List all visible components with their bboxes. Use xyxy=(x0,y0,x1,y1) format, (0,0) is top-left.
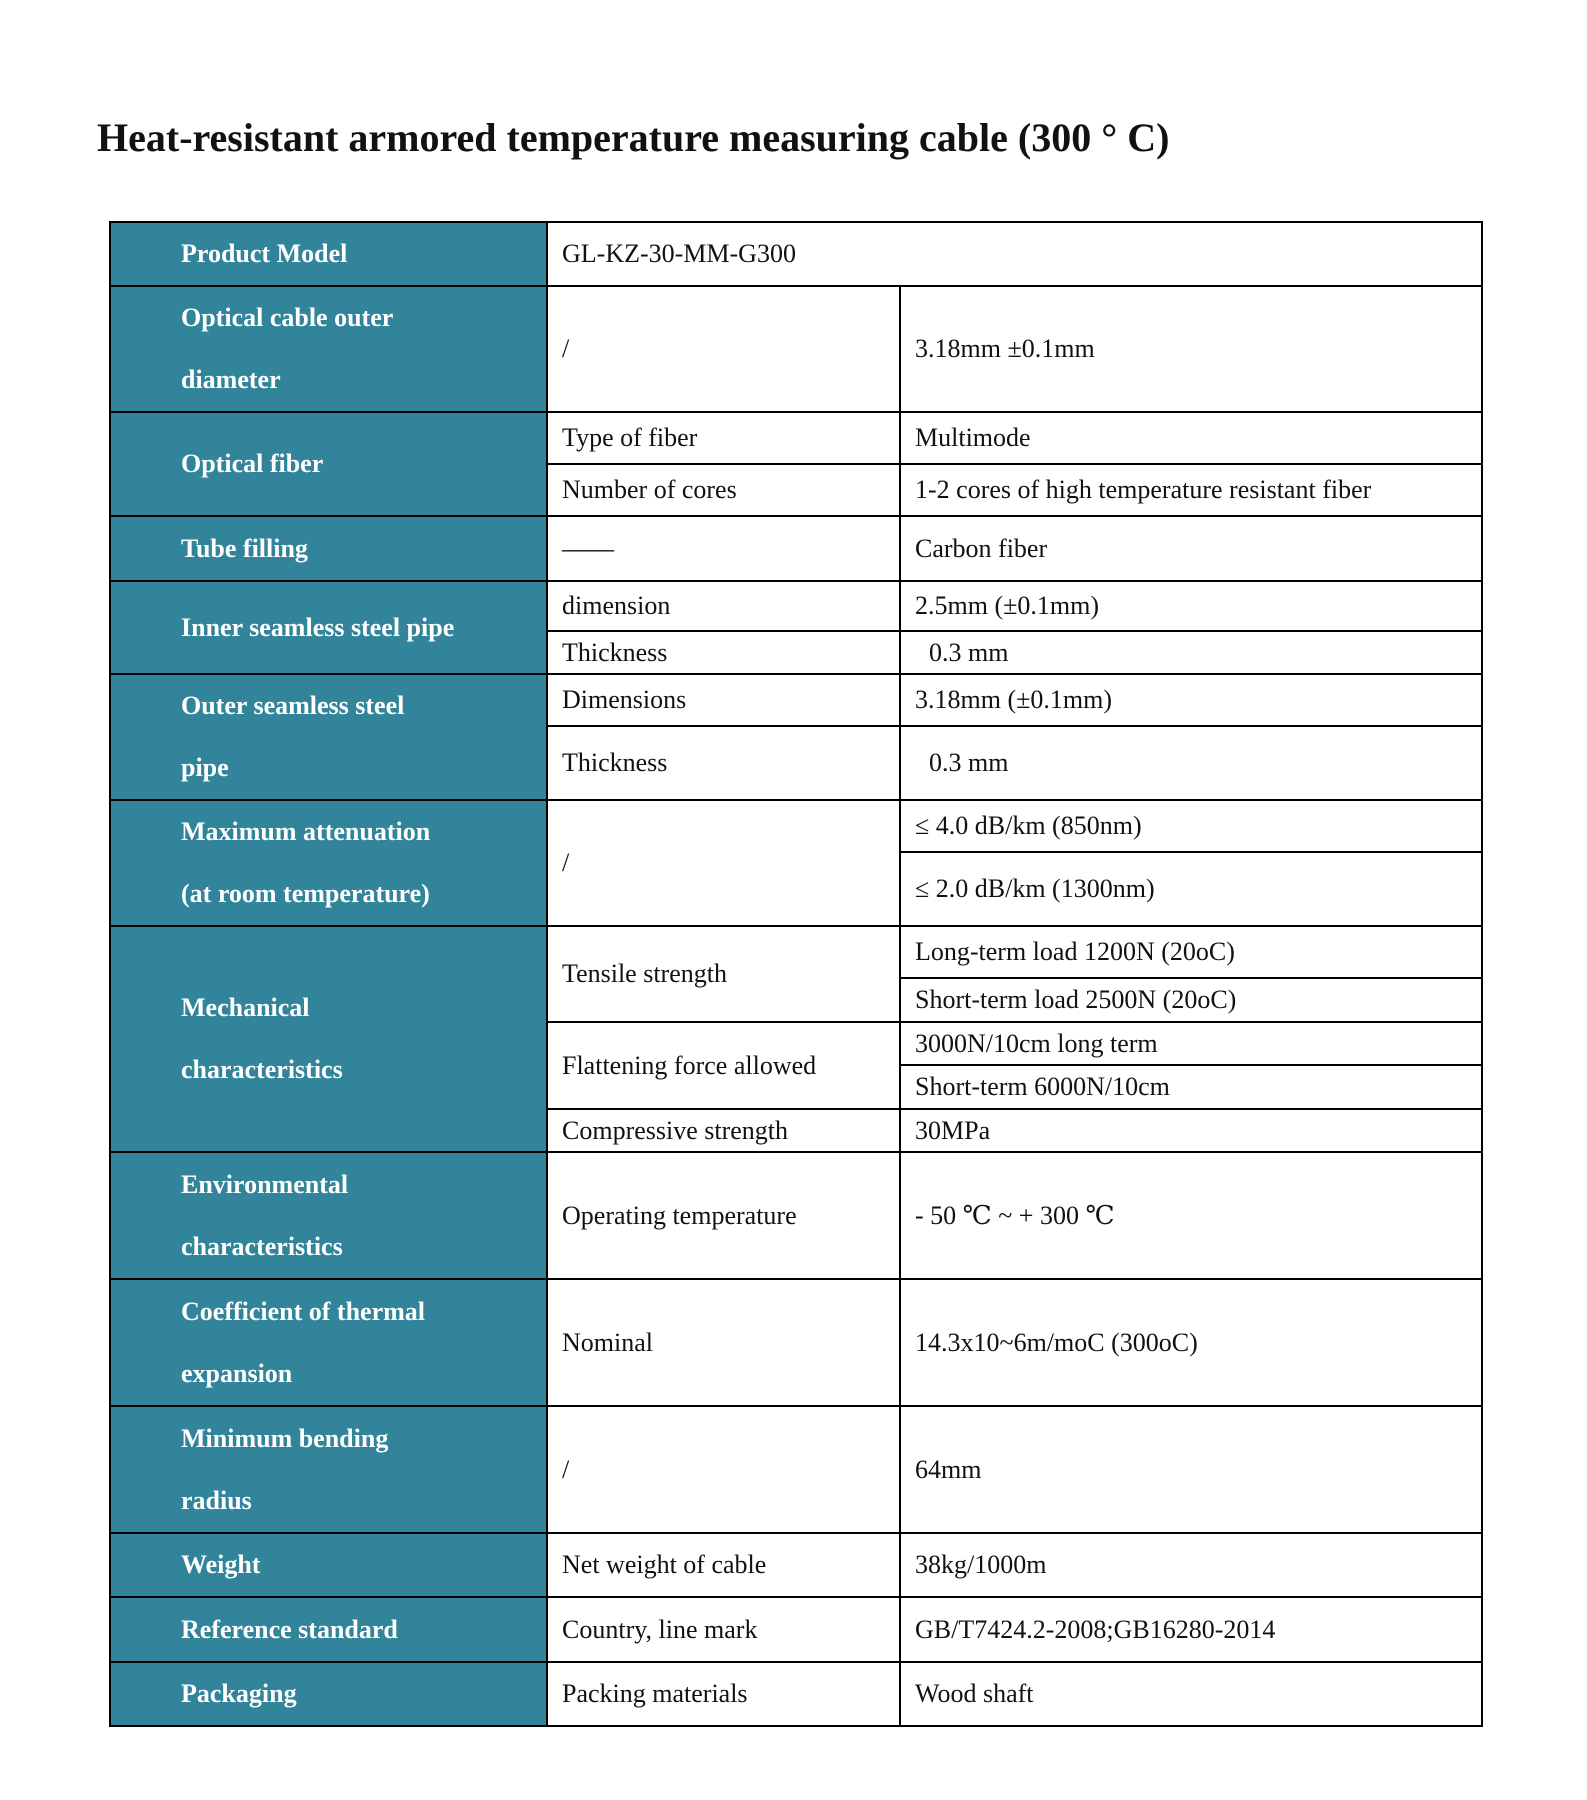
value-outer-diameter: 3.18mm ±0.1mm xyxy=(900,286,1482,412)
value-tensile-short: Short-term load 2500N (20oC) xyxy=(900,978,1482,1022)
row-outer-pipe-dimension xyxy=(110,674,1482,726)
row-tube-filling xyxy=(110,516,1482,581)
value-tensile-long: Long-term load 1200N (20oC) xyxy=(900,926,1482,978)
param-packaging: Packing materials xyxy=(547,1662,900,1726)
param-fiber-type: Type of fiber xyxy=(547,412,900,464)
param-compressive-strength: Compressive strength xyxy=(547,1109,900,1152)
label-packaging: Packaging xyxy=(110,1662,547,1726)
value-inner-pipe-dimension: 2.5mm (±0.1mm) xyxy=(900,581,1482,631)
value-outer-pipe-thickness: 0.3 mm xyxy=(900,726,1482,800)
param-outer-diameter: / xyxy=(547,286,900,412)
value-packaging: Wood shaft xyxy=(900,1662,1482,1726)
row-packaging xyxy=(110,1662,1482,1726)
param-outer-pipe-dimension: Dimensions xyxy=(547,674,900,726)
value-attenuation-850: ≤ 4.0 dB/km (850nm) xyxy=(900,800,1482,852)
row-product-model xyxy=(110,222,1482,286)
value-weight: 38kg/1000m xyxy=(900,1533,1482,1597)
label-environmental: Environmental characteristics xyxy=(110,1152,547,1279)
page-title: Heat-resistant armored temperature measuring cable (300 ° C) xyxy=(97,115,1170,160)
param-outer-pipe-thickness: Thickness xyxy=(547,726,900,800)
value-reference-standard: GB/T7424.2-2008;GB16280-2014 xyxy=(900,1597,1482,1662)
label-outer-diameter: Optical cable outer diameter xyxy=(110,286,547,412)
value-compressive-strength: 30MPa xyxy=(900,1109,1482,1152)
row-weight xyxy=(110,1533,1482,1597)
value-thermal-nominal: 14.3x10~6m/moC (300oC) xyxy=(900,1279,1482,1406)
row-bending-radius xyxy=(110,1406,1482,1533)
spec-table xyxy=(109,221,1483,1727)
value-attenuation-1300: ≤ 2.0 dB/km (1300nm) xyxy=(900,852,1482,926)
row-attenuation-850 xyxy=(110,800,1482,852)
row-environmental xyxy=(110,1152,1482,1279)
param-fiber-cores: Number of cores xyxy=(547,464,900,516)
param-tube-filling: —— xyxy=(547,516,900,581)
param-operating-temperature: Operating temperature xyxy=(547,1152,900,1279)
label-optical-fiber: Optical fiber xyxy=(110,412,547,516)
row-outer-diameter xyxy=(110,286,1482,412)
label-attenuation: Maximum attenuation (at room temperature) xyxy=(110,800,547,926)
value-fiber-cores: 1-2 cores of high temperature resistant fiber xyxy=(900,464,1482,516)
param-reference-standard: Country, line mark xyxy=(547,1597,900,1662)
param-thermal-nominal: Nominal xyxy=(547,1279,900,1406)
label-bending-radius: Minimum bending radius xyxy=(110,1406,547,1533)
param-tensile-strength: Tensile strength xyxy=(547,926,900,1022)
value-operating-temperature: - 50 ℃ ~ + 300 ℃ xyxy=(900,1152,1482,1279)
label-product-model: Product Model xyxy=(110,222,547,286)
param-weight: Net weight of cable xyxy=(547,1533,900,1597)
value-product-model: GL-KZ-30-MM-G300 xyxy=(547,222,1482,286)
label-inner-pipe: Inner seamless steel pipe xyxy=(110,581,547,674)
label-outer-pipe: Outer seamless steel pipe xyxy=(110,674,547,800)
label-reference-standard: Reference standard xyxy=(110,1597,547,1662)
value-outer-pipe-dimension: 3.18mm (±0.1mm) xyxy=(900,674,1482,726)
value-bending-radius: 64mm xyxy=(900,1406,1482,1533)
param-inner-pipe-thickness: Thickness xyxy=(547,631,900,674)
row-inner-pipe-dimension xyxy=(110,581,1482,631)
label-mechanical: Mechanical characteristics xyxy=(110,926,547,1152)
label-thermal-expansion: Coefficient of thermal expansion xyxy=(110,1279,547,1406)
value-flatten-short: Short-term 6000N/10cm xyxy=(900,1065,1482,1109)
param-inner-pipe-dimension: dimension xyxy=(547,581,900,631)
row-thermal-expansion xyxy=(110,1279,1482,1406)
label-tube-filling: Tube filling xyxy=(110,516,547,581)
value-tube-filling: Carbon fiber xyxy=(900,516,1482,581)
param-attenuation: / xyxy=(547,800,900,926)
row-fiber-type xyxy=(110,412,1482,464)
label-weight: Weight xyxy=(110,1533,547,1597)
value-inner-pipe-thickness: 0.3 mm xyxy=(900,631,1482,674)
row-tensile-long xyxy=(110,926,1482,978)
value-fiber-type: Multimode xyxy=(900,412,1482,464)
value-flatten-long: 3000N/10cm long term xyxy=(900,1022,1482,1065)
row-reference-standard xyxy=(110,1597,1482,1662)
param-bending-radius: / xyxy=(547,1406,900,1533)
param-flattening-force: Flattening force allowed xyxy=(547,1022,900,1109)
